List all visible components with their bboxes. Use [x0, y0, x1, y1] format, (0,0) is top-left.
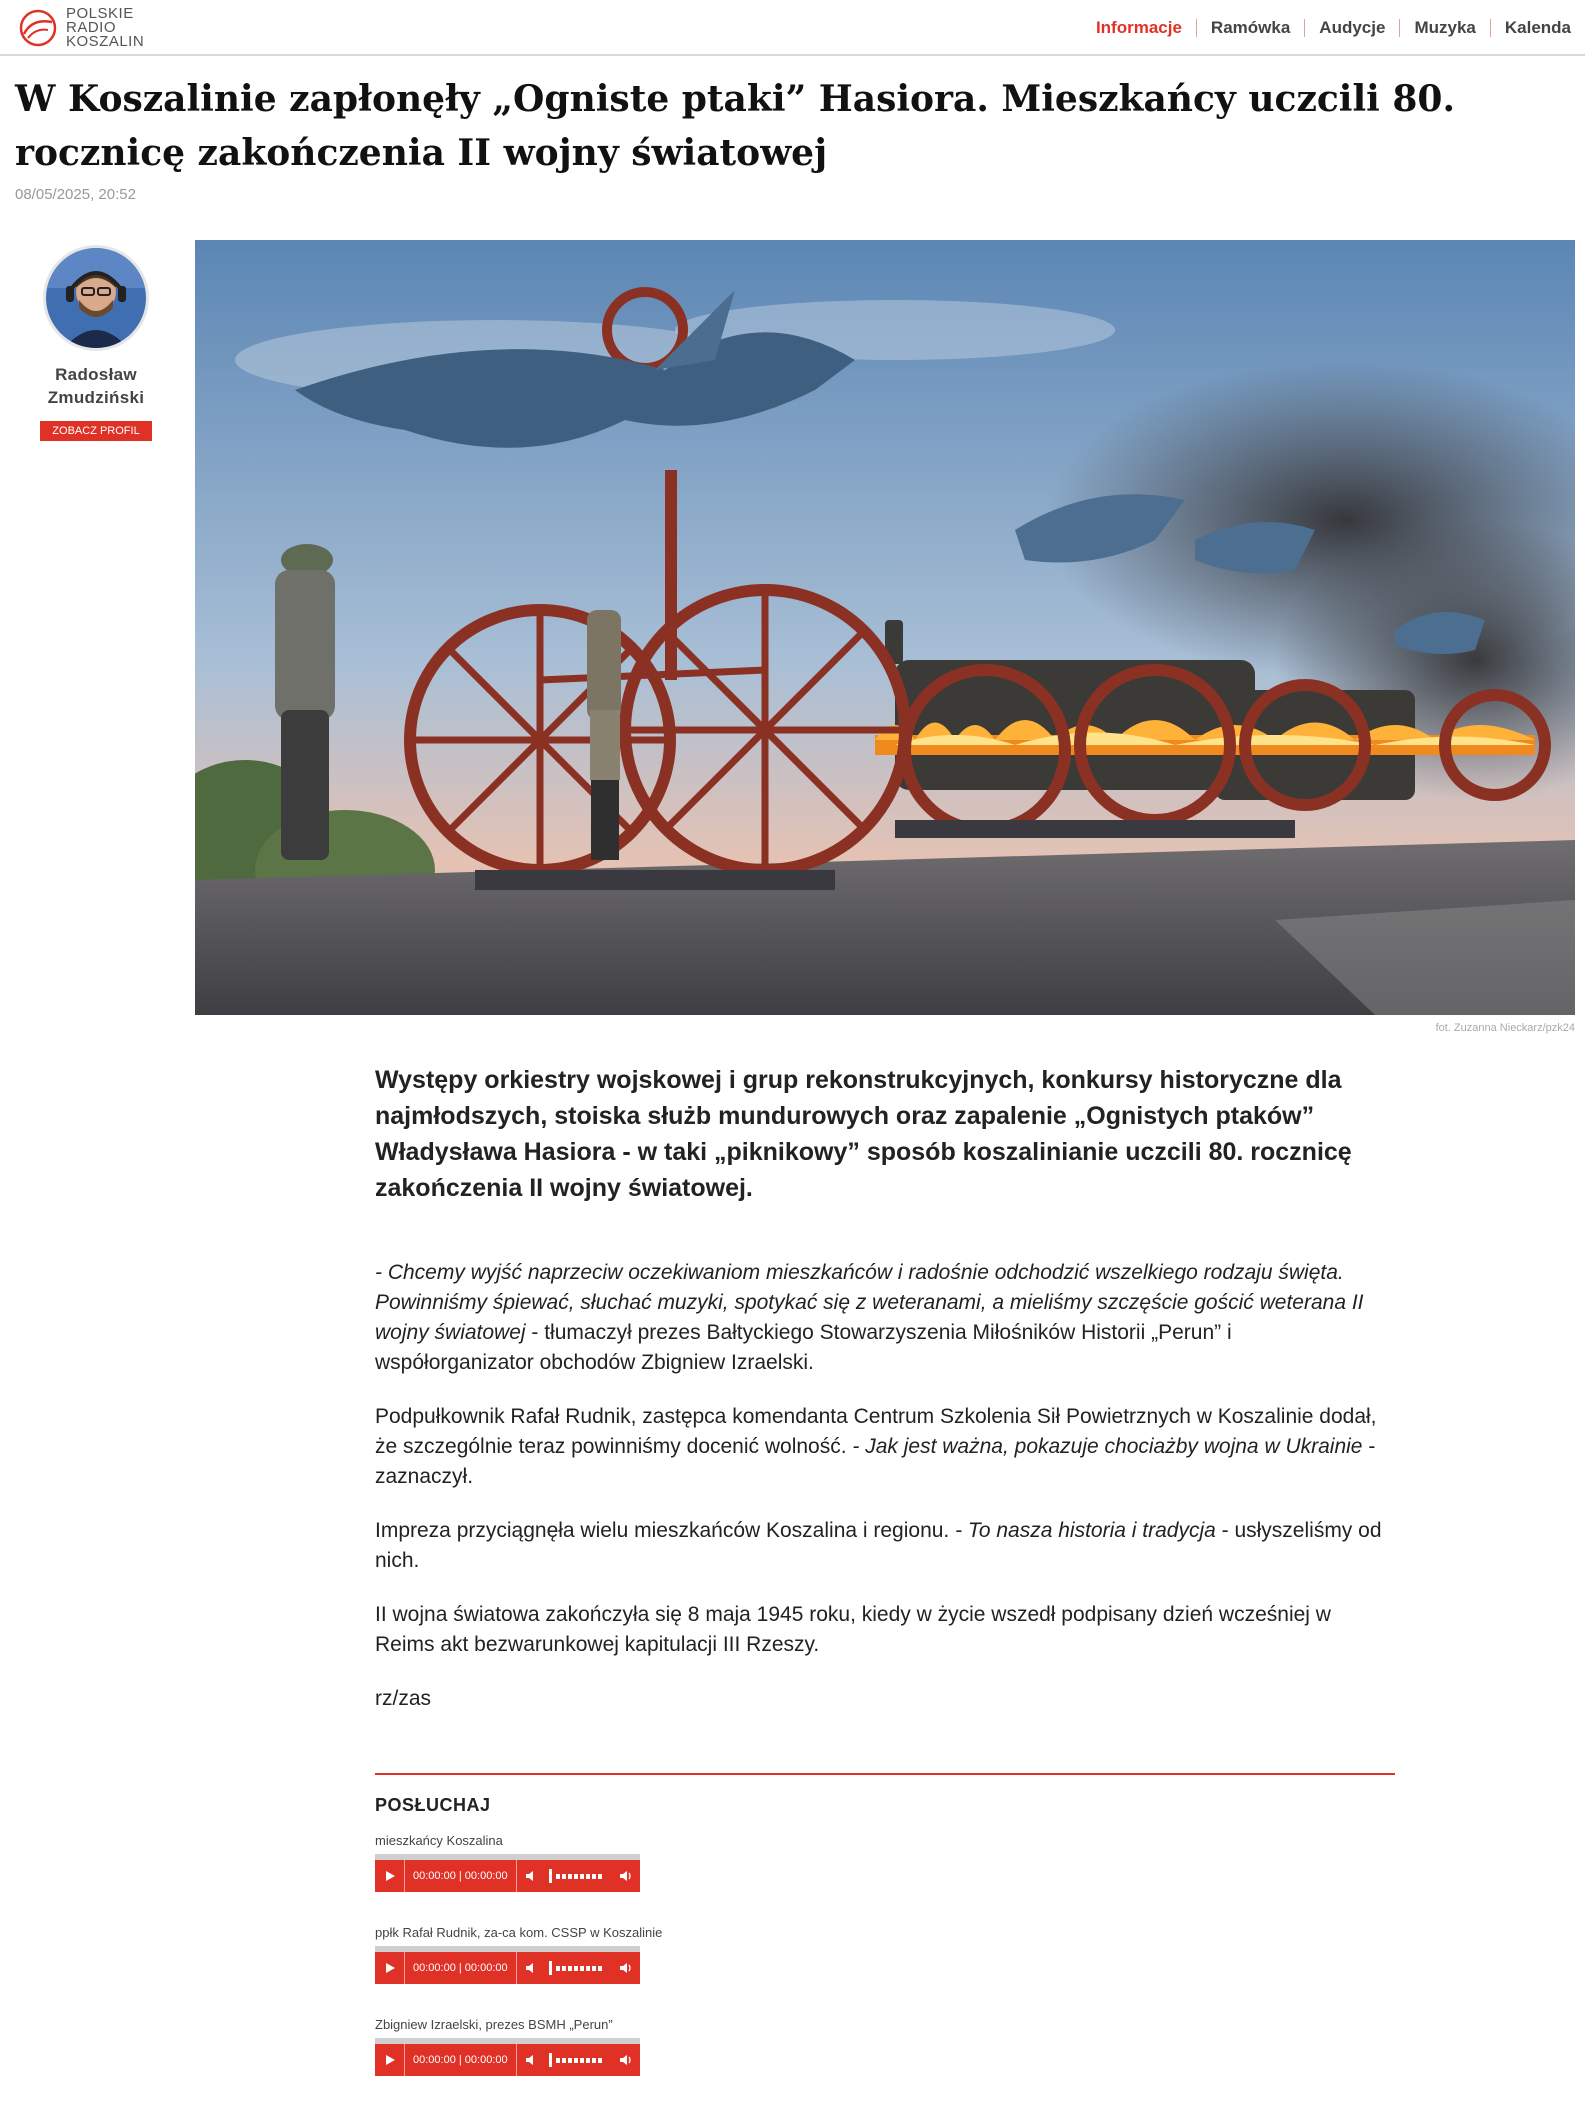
logo-line-3: KOSZALIN — [66, 33, 145, 50]
paragraph: II wojna światowa zakończyła się 8 maja 1945 roku, kiedy w życie wszedł podpisany dzień wcześniej w Reims akt bezwarunkowej kapitulacji III Rzeszy. — [375, 1603, 1331, 1656]
audio-track — [375, 1833, 640, 1892]
audio-player — [375, 1860, 640, 1892]
track-label: Zbigniew Izraelski, prezes BSMH „Perun” — [375, 2017, 613, 2032]
author-name[interactable] — [40, 363, 152, 409]
logo-line-1: POLSKIE — [66, 5, 134, 22]
speaker-icon — [525, 1962, 537, 1974]
mute-button[interactable] — [517, 2044, 545, 2076]
quote: - To nasza historia i tradycja — [955, 1519, 1216, 1542]
avatar[interactable] — [43, 245, 149, 351]
top-bar — [0, 0, 1585, 56]
play-button[interactable] — [375, 2044, 405, 2076]
nav-kalendarz[interactable]: Kalenda — [1504, 18, 1571, 37]
paragraph-text: - usłyszeliśmy od nich. — [375, 1519, 1382, 1572]
audio-player — [375, 2044, 640, 2076]
speaker-icon — [525, 2054, 537, 2066]
nav-audycje[interactable]: Audycje — [1319, 18, 1386, 37]
track-time: 00:00:00 | 00:00:00 — [405, 2044, 517, 2076]
article-body — [375, 1258, 1395, 1738]
paragraph-text: Impreza przyciągnęła wielu mieszkańców Koszalina i regionu. — [375, 1519, 956, 1542]
quote: - Chcemy wyjść naprzeciw oczekiwaniom mieszkańców i radośnie odchodzić wszelkiego rodzaju święta. Powinniśmy śpiewać, słuchać muzyki, spotykać się z weteranami, a mieliśmy szczęście gościć weterana II wojny światowej — [375, 1261, 1364, 1344]
quote: - Jak jest ważna, pokazuje chociażby wojna w Ukrainie — [852, 1435, 1363, 1458]
track-label: ppłk Rafał Rudnik, za-ca kom. CSSP w Koszalinie — [375, 1925, 663, 1940]
nav-ramowka[interactable]: Ramówka — [1210, 18, 1291, 37]
section-divider — [375, 1773, 1395, 1775]
author-last-name: Zmudziński — [47, 388, 145, 407]
fire-birds-photo-icon — [195, 240, 1575, 1015]
track-time: 00:00:00 | 00:00:00 — [405, 1860, 517, 1892]
paragraph-text: - zaznaczył. — [375, 1435, 1376, 1488]
play-icon — [384, 1962, 396, 1974]
article-date: 08/05/2025, 20:52 — [15, 186, 136, 203]
author-first-name: Radosław — [55, 365, 137, 384]
article-signature: rz/zas — [375, 1687, 432, 1710]
play-button[interactable] — [375, 1952, 405, 1984]
speaker-loud-icon — [619, 1870, 633, 1882]
nav-muzyka[interactable]: Muzyka — [1414, 18, 1476, 37]
photo-credit: fot. Zuzanna Nieckarz/pzk24 — [1435, 1022, 1575, 1034]
volume-slider[interactable] — [545, 1860, 612, 1892]
site-logo[interactable] — [18, 6, 144, 50]
volume-slider[interactable] — [545, 1952, 612, 1984]
hero-photo — [195, 240, 1575, 1015]
paragraph-text: - tłumaczył prezes Bałtyckiego Stowarzyszenia Miłośników Historii „Perun” i współorganizator obchodów Zbigniew Izraelski. — [375, 1321, 1232, 1374]
logo-line-2: RADIO — [66, 19, 117, 36]
play-button[interactable] — [375, 1860, 405, 1892]
max-volume-button[interactable] — [612, 2044, 640, 2076]
play-icon — [384, 1870, 396, 1882]
max-volume-button[interactable] — [612, 1952, 640, 1984]
mute-button[interactable] — [517, 1952, 545, 1984]
author-portrait-icon — [46, 248, 146, 348]
max-volume-button[interactable] — [612, 1860, 640, 1892]
volume-slider[interactable] — [545, 2044, 612, 2076]
article-title: W Koszalinie zapłonęły „Ogniste ptaki” Hasiora. Mieszkańcy uczcili 80. rocznicę zakończenia II wojny światowej — [15, 78, 1455, 174]
main-nav — [1082, 0, 1585, 56]
view-profile-button[interactable]: ZOBACZ PROFIL — [40, 421, 151, 441]
track-time: 00:00:00 | 00:00:00 — [405, 1952, 517, 1984]
paragraph-text: Podpułkownik Rafał Rudnik, zastępca komendanta Centrum Szkolenia Sił Powietrznych w Koszalinie dodał, że szczególnie teraz powinniśmy docenić wolność. — [375, 1405, 1377, 1458]
audio-player — [375, 1952, 640, 1984]
paragraph — [375, 1516, 1395, 1576]
author-card — [40, 245, 152, 441]
listen-heading: POSŁUCHAJ — [375, 1795, 491, 1815]
article-lead: Występy orkiestry wojskowej i grup rekonstrukcyjnych, konkursy historyczne dla najmłodszych, stoiska służb mundurowych oraz zapalenie „Ognistych ptaków” Władysława Hasiora - w taki „piknikowy” sposób koszalinianie uczcili 80. rocznicę zakończenia II wojny światowej. — [375, 1066, 1352, 1202]
audio-track — [375, 2017, 640, 2076]
speaker-icon — [525, 1870, 537, 1882]
speaker-loud-icon — [619, 1962, 633, 1974]
paragraph — [375, 1402, 1395, 1492]
paragraph — [375, 1258, 1395, 1378]
speaker-loud-icon — [619, 2054, 633, 2066]
radio-logo-icon — [18, 8, 58, 48]
track-label: mieszkańcy Koszalina — [375, 1833, 503, 1848]
audio-track — [375, 1925, 663, 1984]
mute-button[interactable] — [517, 1860, 545, 1892]
play-icon — [384, 2054, 396, 2066]
nav-informacje[interactable]: Informacje — [1095, 18, 1182, 37]
logo-wordmark — [66, 7, 144, 49]
